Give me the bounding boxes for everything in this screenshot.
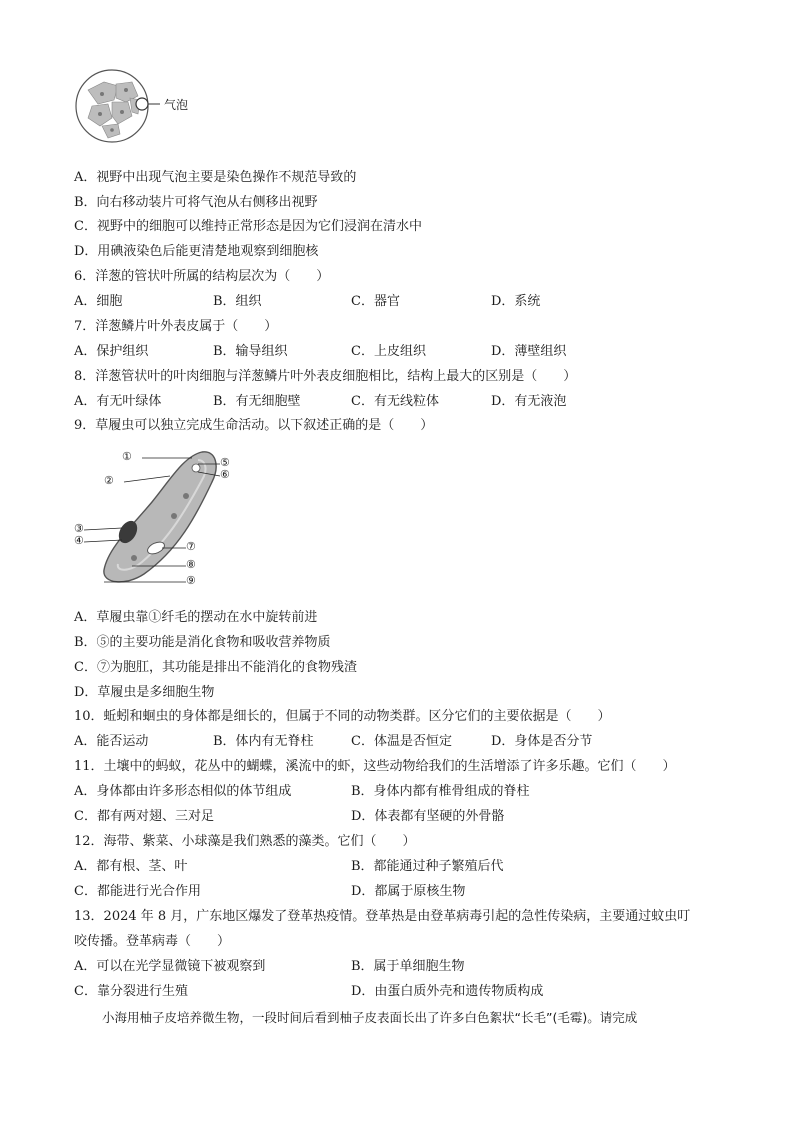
q12-option-b: B．都能通过种子繁殖后代	[351, 859, 504, 874]
q9-option-c: C．⑦为胞肛，其功能是排出不能消化的食物残渣	[74, 660, 357, 675]
q6-option-a: A．细胞	[74, 294, 123, 309]
air-bubble	[136, 98, 148, 110]
q13-option-d: D．由蛋白质外壳和遗传物质构成	[351, 984, 544, 999]
q9-option-d: D．草履虫是多细胞生物	[74, 685, 215, 700]
intro-paragraph: 小海用柚子皮培养微生物，一段时间后看到柚子皮表面长出了许多白色絮状“长毛”(毛霉)。请完成	[102, 1010, 638, 1025]
q13-option-b: B．属于单细胞生物	[351, 959, 465, 974]
q8-stem: 8．洋葱管状叶的叶肉细胞与洋葱鳞片叶外表皮细胞相比，结构上最大的区别是（ ）	[74, 369, 577, 384]
q7-option-a: A．保护组织	[74, 344, 149, 359]
q6-option-d: D．系统	[491, 294, 541, 309]
q13-stem-line-2: 咬传播。登革病毒（ ）	[74, 934, 231, 949]
paramecium-illustration	[74, 446, 244, 586]
q11-option-a: A．身体都由许多形态相似的体节组成	[74, 784, 292, 799]
q6-option-b: B．组织	[213, 294, 262, 309]
q9-option-b: B．⑤的主要功能是消化食物和吸收营养物质	[74, 635, 331, 650]
bubble-label: 气泡	[164, 98, 189, 112]
label-1: ①	[122, 450, 132, 463]
label-4: ④	[74, 534, 84, 547]
label-9: ⑨	[186, 574, 196, 587]
q7-option-b: B．输导组织	[213, 344, 288, 359]
q8-option-d: D．有无液泡	[491, 394, 567, 409]
q7-option-c: C．上皮组织	[351, 344, 426, 359]
q8-option-b: B．有无细胞壁	[213, 394, 301, 409]
label-3: ③	[74, 522, 84, 535]
q6-stem: 6．洋葱的管状叶所属的结构层次为（ ）	[74, 269, 330, 284]
q11-option-d: D．体表都有坚硬的外骨骼	[351, 809, 505, 824]
label-7: ⑦	[186, 540, 196, 553]
q7-option-d: D．薄壁组织	[491, 344, 567, 359]
q8-option-c: C．有无线粒体	[351, 394, 439, 409]
q8-option-a: A．有无叶绿体	[74, 394, 162, 409]
q10-stem: 10．蚯蚓和蛔虫的身体都是细长的，但属于不同的动物类群。区分它们的主要依据是（ ）	[74, 709, 611, 724]
paramecium-figure	[74, 446, 244, 586]
q12-option-c: C．都能进行光合作用	[74, 884, 201, 899]
label-2: ②	[104, 474, 114, 487]
label-6: ⑥	[220, 468, 230, 481]
q10-option-b: B．体内有无脊柱	[213, 734, 314, 749]
microscope-field-figure	[74, 68, 214, 148]
q5-option-b: B．向右移动装片可将气泡从右侧移出视野	[74, 195, 318, 210]
q10-option-a: A．能否运动	[74, 734, 149, 749]
q11-option-b: B．身体内都有椎骨组成的脊柱	[351, 784, 530, 799]
q9-stem: 9．草履虫可以独立完成生命活动。以下叙述正确的是（ ）	[74, 418, 434, 433]
q11-stem: 11．土壤中的蚂蚁，花丛中的蝴蝶，溪流中的虾，这些动物给我们的生活增添了许多乐趣。它们（ ）	[74, 759, 676, 774]
q12-option-a: A．都有根、茎、叶	[74, 859, 188, 874]
q9-option-a: A．草履虫靠①纤毛的摆动在水中旋转前进	[74, 610, 318, 625]
q13-stem-line-1: 13．2024 年 8 月，广东地区爆发了登革热疫情。登革热是由登革病毒引起的急性传染病，主要通过蚊虫叮	[74, 909, 691, 924]
microscope-field-illustration	[74, 68, 214, 148]
q10-option-d: D．身体是否分节	[491, 734, 593, 749]
q12-stem: 12．海带、紫菜、小球藻是我们熟悉的藻类。它们（ ）	[74, 834, 416, 849]
q5-option-d: D．用碘液染色后能更清楚地观察到细胞核	[74, 244, 319, 259]
q13-option-a: A．可以在光学显微镜下被观察到	[74, 959, 266, 974]
q11-option-c: C．都有两对翅、三对足	[74, 809, 214, 824]
q7-stem: 7．洋葱鳞片叶外表皮属于（ ）	[74, 319, 278, 334]
q5-option-c: C．视野中的细胞可以维持正常形态是因为它们浸润在清水中	[74, 219, 422, 234]
label-5: ⑤	[220, 456, 230, 469]
label-8: ⑧	[186, 558, 196, 571]
q6-option-c: C．器官	[351, 294, 400, 309]
q10-option-c: C．体温是否恒定	[351, 734, 452, 749]
q5-option-a: A．视野中出现气泡主要是染色操作不规范导致的	[74, 170, 357, 185]
q13-option-c: C．靠分裂进行生殖	[74, 984, 188, 999]
q12-option-d: D．都属于原核生物	[351, 884, 466, 899]
